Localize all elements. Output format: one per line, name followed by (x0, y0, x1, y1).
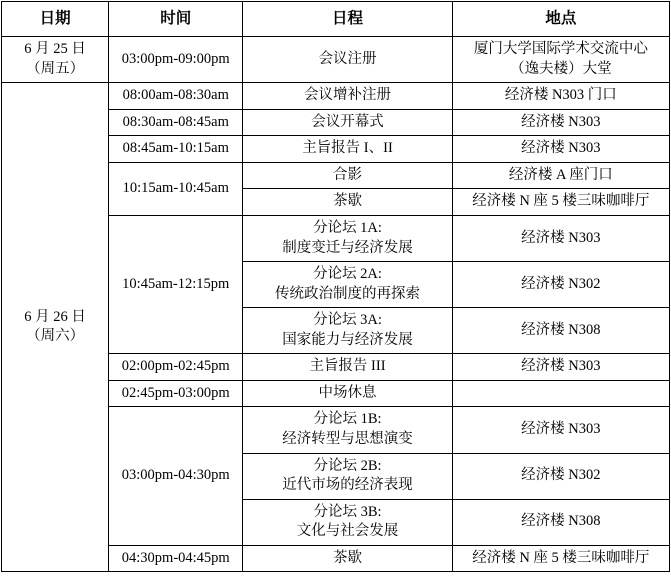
header-agenda: 日程 (243, 2, 452, 37)
venue-cell: 经济楼 N303 门口 (452, 83, 669, 110)
agenda-cell: 分论坛 3A: 国家能力与经济发展 (243, 308, 452, 354)
time-cell: 04:30pm-04:45pm (109, 545, 243, 572)
venue-cell (452, 380, 669, 407)
time-cell: 10:45am-12:15pm (109, 215, 243, 353)
agenda-cell: 主旨报告 III (243, 354, 452, 381)
agenda-cell: 分论坛 3B: 文化与社会发展 (243, 499, 452, 545)
date-cell: 6 月 26 日 （周六） (2, 83, 109, 572)
time-cell: 03:00pm-04:30pm (109, 407, 243, 545)
agenda-cell: 会议注册 (243, 37, 452, 83)
agenda-cell: 茶歇 (243, 545, 452, 572)
venue-cell: 经济楼 N 座 5 楼三味咖啡厅 (452, 545, 669, 572)
table-row (2, 37, 670, 83)
table-body (2, 37, 670, 572)
venue-cell: 经济楼 N303 (452, 354, 669, 381)
table-header-row (2, 2, 670, 37)
venue-cell: 经济楼 N302 (452, 453, 669, 499)
date-cell: 6 月 25 日 （周五） (2, 37, 109, 83)
venue-cell: 经济楼 N308 (452, 499, 669, 545)
venue-cell: 经济楼 N308 (452, 308, 669, 354)
time-cell: 10:15am-10:45am (109, 162, 243, 215)
agenda-cell: 会议开幕式 (243, 109, 452, 136)
agenda-cell: 分论坛 1A: 制度变迁与经济发展 (243, 215, 452, 261)
venue-cell: 经济楼 N303 (452, 407, 669, 453)
venue-cell: 经济楼 N303 (452, 136, 669, 163)
agenda-cell: 主旨报告 I、II (243, 136, 452, 163)
venue-cell: 经济楼 N302 (452, 262, 669, 308)
time-cell: 03:00pm-09:00pm (109, 37, 243, 83)
venue-cell: 经济楼 A 座门口 (452, 162, 669, 189)
venue-cell: 经济楼 N303 (452, 109, 669, 136)
time-cell: 08:00am-08:30am (109, 83, 243, 110)
header-venue: 地点 (452, 2, 669, 37)
agenda-cell: 合影 (243, 162, 452, 189)
time-cell: 08:45am-10:15am (109, 136, 243, 163)
venue-cell: 厦门大学国际学术交流中心 （逸夫楼）大堂 (452, 37, 669, 83)
venue-cell: 经济楼 N 座 5 楼三味咖啡厅 (452, 189, 669, 216)
venue-cell: 经济楼 N303 (452, 215, 669, 261)
agenda-cell: 分论坛 2A: 传统政治制度的再探索 (243, 262, 452, 308)
agenda-cell: 分论坛 2B: 近代市场的经济表现 (243, 453, 452, 499)
header-date: 日期 (2, 2, 109, 37)
time-cell: 08:30am-08:45am (109, 109, 243, 136)
agenda-cell: 分论坛 1B: 经济转型与思想演变 (243, 407, 452, 453)
agenda-cell: 茶歇 (243, 189, 452, 216)
header-time: 时间 (109, 2, 243, 37)
time-cell: 02:00pm-02:45pm (109, 354, 243, 381)
agenda-cell: 会议增补注册 (243, 83, 452, 110)
agenda-cell: 中场休息 (243, 380, 452, 407)
table-row (2, 83, 670, 110)
conference-schedule-table (1, 1, 670, 572)
time-cell: 02:45pm-03:00pm (109, 380, 243, 407)
